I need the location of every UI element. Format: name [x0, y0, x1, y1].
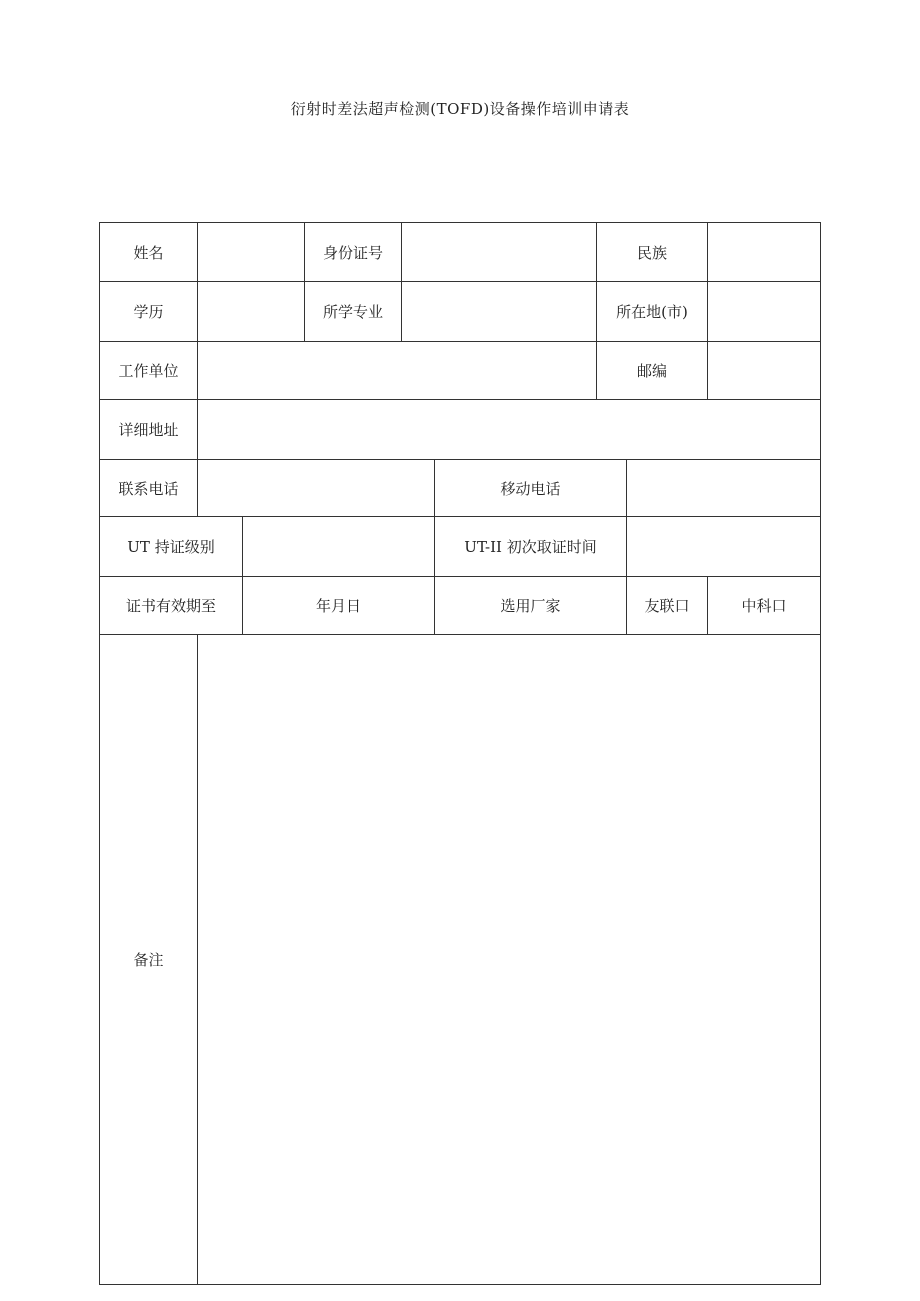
vendor-option-youlian[interactable]: 友联口	[644, 597, 690, 615]
ethnicity-field[interactable]	[708, 223, 820, 281]
remarks-label: 备注	[133, 951, 164, 969]
major-field[interactable]	[402, 282, 596, 341]
ethnicity-label: 民族	[636, 243, 667, 262]
ut2-first-cert-date-field[interactable]	[627, 517, 820, 576]
remarks-field[interactable]	[198, 635, 820, 1284]
name-label: 姓名	[133, 243, 164, 262]
address-label: 详细地址	[118, 421, 179, 439]
employer-label: 工作单位	[118, 362, 179, 380]
vendor-option-zhongke[interactable]: 中科口	[741, 597, 787, 615]
education-label: 学历	[133, 303, 164, 321]
cert-valid-date-field[interactable]: 年月日	[315, 597, 361, 615]
mobile-label: 移动电话	[500, 479, 561, 498]
postcode-label: 邮编	[636, 362, 667, 380]
phone-field[interactable]	[198, 460, 434, 516]
ut-level-field[interactable]	[243, 517, 434, 576]
employer-field[interactable]	[198, 342, 596, 399]
location-label: 所在地(市)	[616, 303, 688, 321]
mobile-field[interactable]	[627, 460, 820, 516]
form-title: 衍射时差法超声检测(TOFD)设备操作培训申请表	[290, 100, 630, 118]
cert-valid-until-label: 证书有效期至	[125, 597, 216, 615]
ut-level-label: UT 持证级别	[127, 538, 215, 556]
major-label: 所学专业	[322, 303, 383, 321]
education-field[interactable]	[198, 282, 304, 341]
id-number-field[interactable]	[402, 223, 596, 281]
vendor-label: 选用厂家	[500, 597, 561, 615]
phone-label: 联系电话	[118, 479, 179, 498]
postcode-field[interactable]	[708, 342, 820, 399]
ut2-first-cert-date-label: UT-II 初次取证时间	[464, 538, 597, 556]
location-field[interactable]	[708, 282, 820, 341]
id-number-label: 身份证号	[322, 243, 383, 262]
name-field[interactable]	[198, 223, 304, 281]
address-field[interactable]	[198, 400, 820, 459]
